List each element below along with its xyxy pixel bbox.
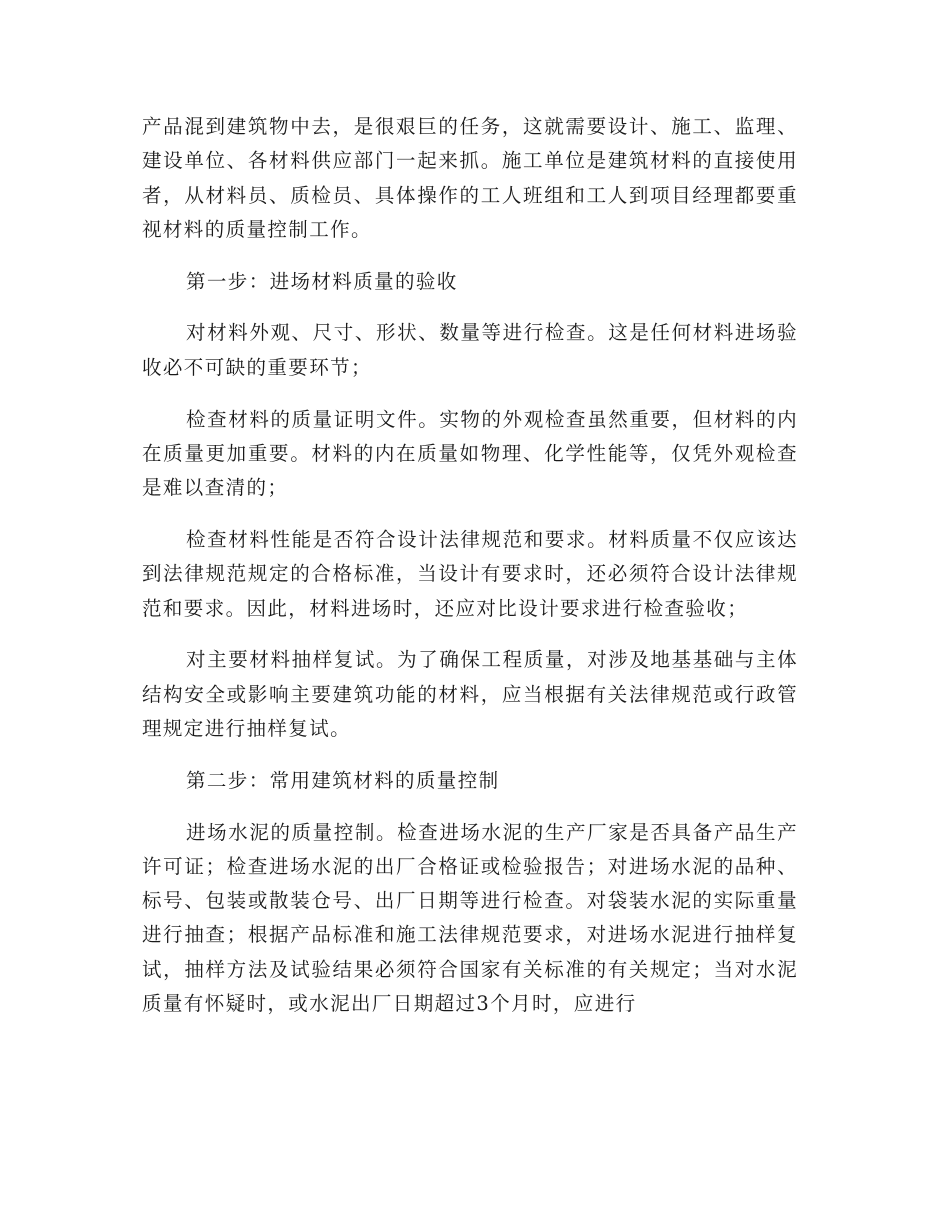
- paragraph-cement-control: 进场水泥的质量控制。检查进场水泥的生产厂家是否具备产品生产许可证；检查进场水泥的出厂合格证或检验报告；对进场水泥的品种、标号、包装或散装仓号、出厂日期等进行检查。对袋装水泥的实际重量进行抽查；根据产品标准和施工法律规范要求，对进场水泥进行抽样复试，抽样方法及试验结果必须符合国家有关标准的有关规定；当对水泥质量有怀疑时，或水泥出厂日期超过3个月时，应进行: [142, 820, 798, 1016]
- paragraph-appearance-check: 对材料外观、尺寸、形状、数量等进行检查。这是任何材料进场验收必不可缺的重要环节；: [142, 321, 798, 379]
- step-one-heading: 第一步：进场材料质量的验收: [186, 269, 458, 293]
- step-two-heading: 第二步：常用建筑材料的质量控制: [186, 768, 500, 792]
- paragraph-intro: 产品混到建筑物中去，是很艰巨的任务，这就需要设计、施工、监理、建设单位、各材料供应部门一起来抓。施工单位是建筑材料的直接使用者，从材料员、质检员、具体操作的工人班组和工人到项目经理都要重视材料的质量控制工作。: [142, 115, 798, 241]
- paragraph-sampling-retest: 对主要材料抽样复试。为了确保工程质量，对涉及地基基础与主体结构安全或影响主要建筑功能的材料，应当根据有关法律规范或行政管理规定进行抽样复试。: [142, 648, 798, 740]
- document-page: [142, 110, 798, 1039]
- paragraph-performance-check: 检查材料性能是否符合设计法律规范和要求。材料质量不仅应该达到法律规范规定的合格标准，当设计有要求时，还必须符合设计法律规范和要求。因此，材料进场时，还应对比设计要求进行检查验收；: [142, 527, 798, 620]
- paragraph-quality-documents: 检查材料的质量证明文件。实物的外观检查虽然重要，但材料的内在质量更加重要。材料的内在质量如物理、化学性能等，仅凭外观检查是难以查清的；: [142, 407, 798, 500]
